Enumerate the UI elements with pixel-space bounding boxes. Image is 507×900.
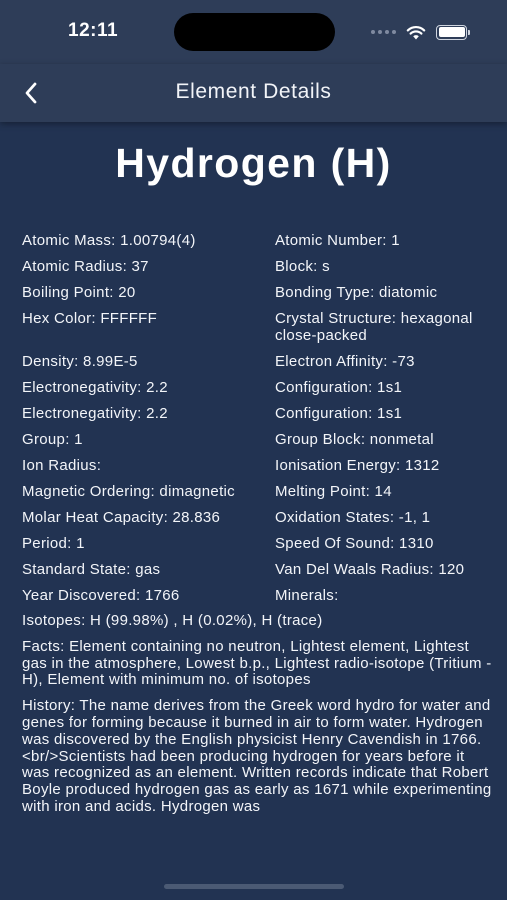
signal-icon bbox=[371, 30, 396, 34]
navigation-bar bbox=[0, 64, 507, 122]
property-configuration: Configuration: 1s1 bbox=[275, 405, 403, 422]
property-bonding-type: Bonding Type: diatomic bbox=[275, 284, 438, 301]
property-period: Period: 1 bbox=[22, 535, 85, 552]
property-melting-point: Melting Point: 14 bbox=[275, 483, 392, 500]
isotopes-text: Isotopes: H (99.98%) , H (0.02%), H (trace) bbox=[22, 612, 323, 629]
property-standard-state: Standard State: gas bbox=[22, 561, 161, 578]
status-bar bbox=[0, 0, 507, 64]
property-density: Density: 8.99E-5 bbox=[22, 353, 138, 370]
property-ion-radius: Ion Radius: bbox=[22, 457, 102, 474]
battery-icon bbox=[436, 25, 467, 40]
history-text: History: The name derives from the Greek word hydro for water and genes for forming because it burned in air to form water. Hydrogen was discovered by the English physicist Henry Cavendish in 1766.<br/>Scientists had been producing hydrogen for years before it was recognized as an element. Written records indicate that Robert Boyle produced hydrogen gas as early as 1671 while experimenting with iron and acids. Hydrogen was bbox=[22, 697, 492, 815]
property-block: Block: s bbox=[275, 258, 330, 275]
status-icons bbox=[371, 22, 467, 42]
property-ionisation-energy: Ionisation Energy: 1312 bbox=[275, 457, 440, 474]
property-grid bbox=[22, 232, 492, 825]
property-oxidation-states: Oxidation States: -1, 1 bbox=[275, 509, 431, 526]
property-electronegativity: Electronegativity: 2.2 bbox=[22, 405, 168, 422]
element-title: Hydrogen (H) bbox=[115, 140, 392, 186]
property-speed-of-sound: Speed Of Sound: 1310 bbox=[275, 535, 434, 552]
property-atomic-radius: Atomic Radius: 37 bbox=[22, 258, 149, 275]
status-time: 12:11 bbox=[68, 20, 119, 41]
property-electron-affinity: Electron Affinity: -73 bbox=[275, 353, 415, 370]
home-indicator bbox=[164, 884, 344, 889]
property-electronegativity: Electronegativity: 2.2 bbox=[22, 379, 168, 396]
property-group-block: Group Block: nonmetal bbox=[275, 431, 434, 448]
property-boiling-point: Boiling Point: 20 bbox=[22, 284, 136, 301]
facts-text: Facts: Element containing no neutron, Lightest element, Lightest gas in the atmosphere, Lowest b.p., Lightest radio-isotope (Tritium - H), Element with minimum no. of isotopes bbox=[22, 637, 492, 689]
property-atomic-number: Atomic Number: 1 bbox=[275, 232, 400, 249]
dynamic-island bbox=[174, 13, 335, 51]
wifi-icon bbox=[406, 25, 426, 40]
property-hex-color: Hex Color: FFFFFF bbox=[22, 310, 158, 327]
element-details-content[interactable] bbox=[0, 122, 507, 900]
property-group: Group: 1 bbox=[22, 431, 83, 448]
property-configuration: Configuration: 1s1 bbox=[275, 379, 403, 396]
property-atomic-mass: Atomic Mass: 1.00794(4) bbox=[22, 232, 196, 249]
property-molar-heat-capacity: Molar Heat Capacity: 28.836 bbox=[22, 509, 221, 526]
nav-title: Element Details bbox=[175, 80, 332, 103]
property-year-discovered: Year Discovered: 1766 bbox=[22, 587, 180, 604]
property-minerals: Minerals: bbox=[275, 587, 339, 604]
property-crystal-structure: Crystal Structure: hexagonal close-packed bbox=[275, 310, 473, 344]
property-van-der-waals-radius: Van Del Waals Radius: 120 bbox=[275, 561, 465, 578]
property-magnetic-ordering: Magnetic Ordering: dimagnetic bbox=[22, 483, 235, 500]
